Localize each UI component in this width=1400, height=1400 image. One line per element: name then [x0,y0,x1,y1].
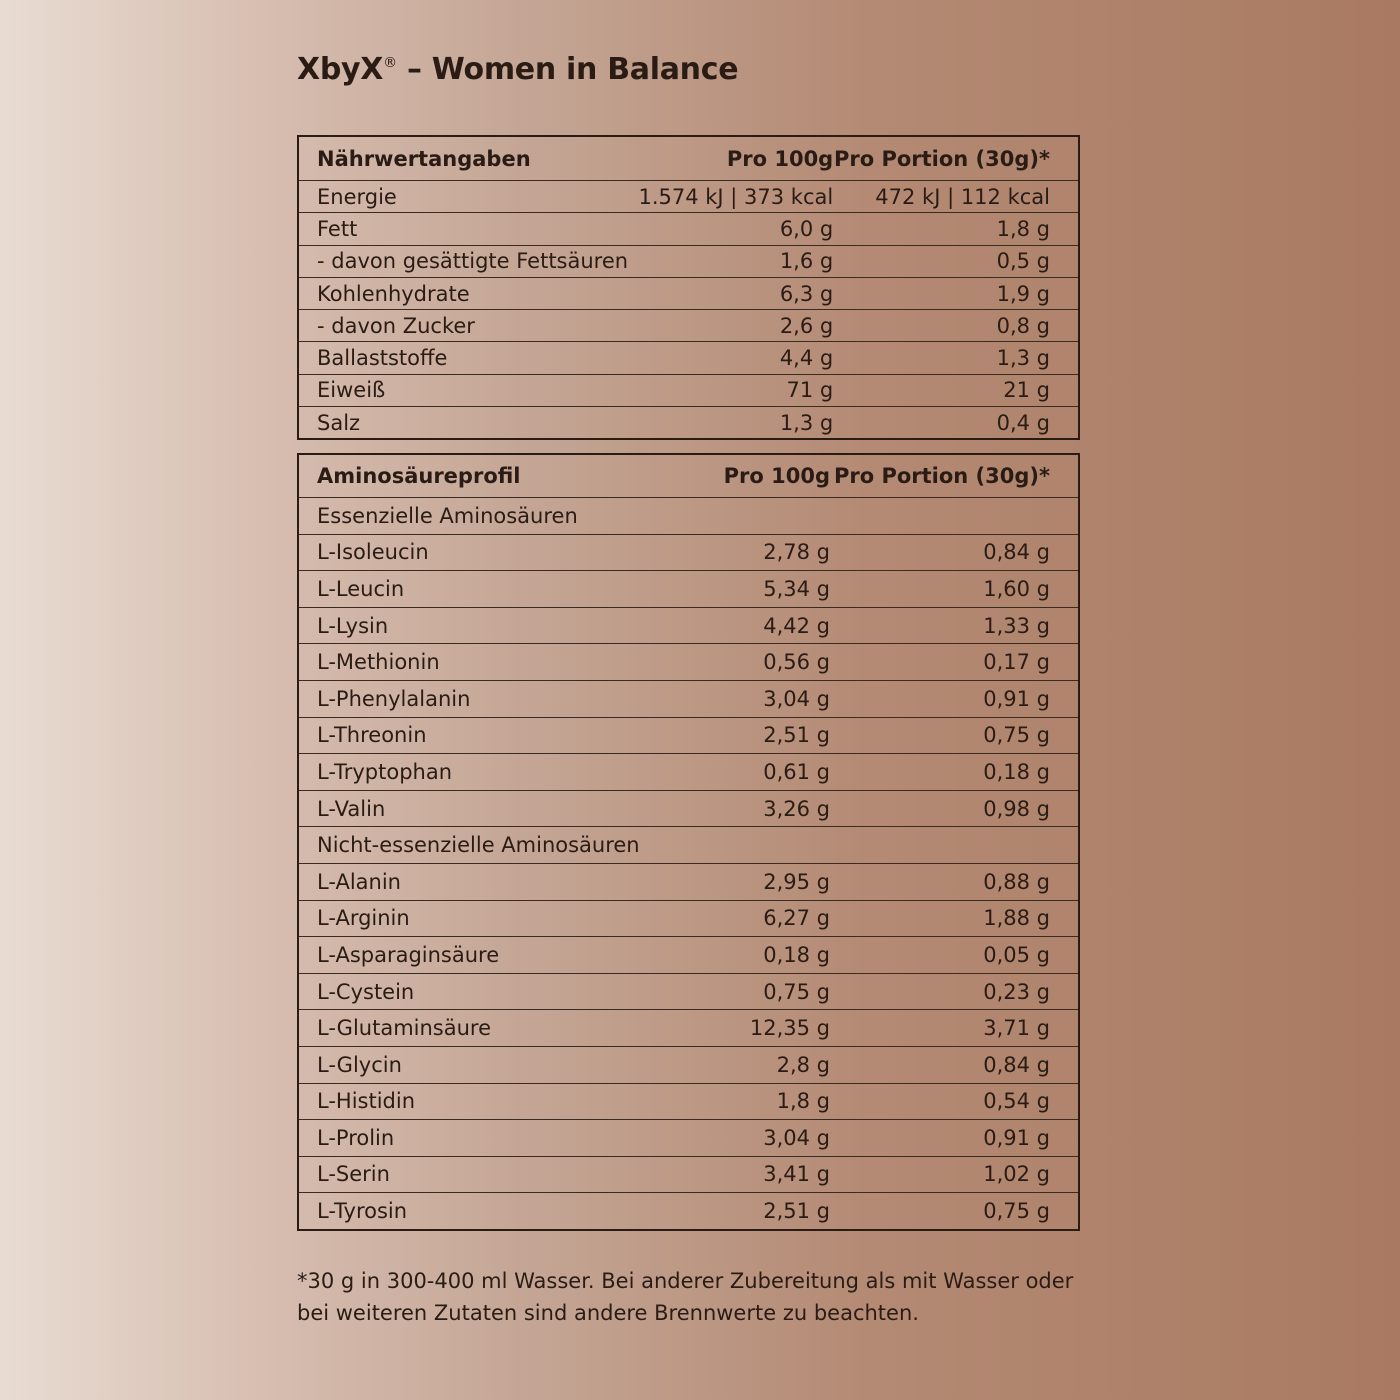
table-row [298,277,1079,309]
header-per-portion: Pro Portion (30g)* [833,464,1050,488]
value-per-100g: 2,8 g [580,1046,830,1083]
value-per-100g: 2,78 g [580,534,830,571]
table-row [298,1193,1079,1230]
value-per-100g: 3,04 g [580,680,830,717]
group-row [298,827,1079,864]
row-label: L-Phenylalanin [298,680,580,717]
value-per-100g: 0,75 g [580,973,830,1010]
row-label: Energie [298,181,628,213]
value-per-100g: 1,3 g [628,407,833,440]
value-per-100g: 5,34 g [580,571,830,608]
table-row [298,680,1079,717]
table-row [298,310,1079,342]
value-per-portion: 1,9 g [833,277,1079,309]
value-per-100g: 3,41 g [580,1156,830,1193]
value-per-100g: 12,35 g [580,1010,830,1047]
value-per-portion: 0,88 g [830,863,1079,900]
value-per-100g: 3,04 g [580,1120,830,1157]
value-per-portion: 1,88 g [830,900,1079,937]
table-row [298,374,1079,406]
row-label: L-Isoleucin [298,534,580,571]
value-per-100g: 0,61 g [580,754,830,791]
table-row [298,407,1079,440]
header-label: Nährwertangaben [317,146,531,171]
value-per-100g: 2,51 g [580,1193,830,1230]
value-per-100g: 4,42 g [580,607,830,644]
value-per-100g: 1,6 g [628,245,833,277]
value-per-100g: 1,8 g [580,1083,830,1120]
row-label: Salz [298,407,628,440]
table-row [298,1046,1079,1083]
value-per-100g: 6,3 g [628,277,833,309]
value-per-portion: 0,23 g [830,973,1079,1010]
table-row [298,1120,1079,1157]
value-per-portion: 21 g [833,374,1079,406]
value-per-100g: 0,56 g [580,644,830,681]
amino-acid-table [297,453,1080,1231]
group-label: Nicht-essenzielle Aminosäuren [298,827,1079,864]
value-per-100g: 6,0 g [628,213,833,245]
row-label: L-Tryptophan [298,754,580,791]
value-per-portion: 0,5 g [833,245,1079,277]
table-row [298,717,1079,754]
value-per-portion: 0,75 g [830,717,1079,754]
row-label: - davon Zucker [298,310,628,342]
row-label: L-Cystein [298,973,580,1010]
brand-name: XbyX [297,52,384,87]
value-per-portion: 1,60 g [830,571,1079,608]
row-label: L-Alanin [298,863,580,900]
row-label: Kohlenhydrate [298,277,628,309]
row-label: Fett [298,213,628,245]
value-per-100g: 6,27 g [580,900,830,937]
value-per-100g: 3,26 g [580,790,830,827]
row-label: L-Prolin [298,1120,580,1157]
value-per-portion: 0,91 g [830,1120,1079,1157]
value-per-100g: 71 g [628,374,833,406]
header-per-100g: Pro 100g [723,464,830,488]
table-row [298,1156,1079,1193]
page-title [297,52,738,87]
header-per-100g: Pro 100g [726,146,834,171]
row-label: L-Glycin [298,1046,580,1083]
table-row [298,607,1079,644]
row-label: L-Tyrosin [298,1193,580,1230]
value-per-100g: 1.574 kJ | 373 kcal [628,181,833,213]
table-row [298,181,1079,213]
table-header [298,136,1079,181]
value-per-portion: 1,02 g [830,1156,1079,1193]
table-row [298,790,1079,827]
group-label: Essenzielle Aminosäuren [298,498,1079,535]
table-row [298,863,1079,900]
table-row [298,644,1079,681]
group-row [298,498,1079,535]
header-per-portion: Pro Portion (30g)* [833,146,1050,171]
value-per-portion: 3,71 g [830,1010,1079,1047]
value-per-100g: 2,51 g [580,717,830,754]
value-per-100g: 2,6 g [628,310,833,342]
row-label: L-Histidin [298,1083,580,1120]
row-label: Eiweiß [298,374,628,406]
value-per-portion: 0,75 g [830,1193,1079,1230]
value-per-portion: 0,17 g [830,644,1079,681]
value-per-portion: 1,8 g [833,213,1079,245]
value-per-portion: 1,3 g [833,342,1079,374]
value-per-portion: 0,84 g [830,534,1079,571]
product-name: – Women in Balance [396,52,739,87]
value-per-portion: 1,33 g [830,607,1079,644]
row-label: L-Valin [298,790,580,827]
value-per-portion: 0,84 g [830,1046,1079,1083]
value-per-portion: 0,98 g [830,790,1079,827]
table-row [298,213,1079,245]
value-per-portion: 472 kJ | 112 kcal [833,181,1079,213]
row-label: Ballaststoffe [298,342,628,374]
table-row [298,754,1079,791]
row-label: L-Lysin [298,607,580,644]
table-row [298,534,1079,571]
value-per-portion: 0,54 g [830,1083,1079,1120]
row-label: L-Methionin [298,644,580,681]
row-label: L-Arginin [298,900,580,937]
value-per-portion: 0,18 g [830,754,1079,791]
value-per-portion: 0,4 g [833,407,1079,440]
row-label: L-Glutaminsäure [298,1010,580,1047]
row-label: - davon gesättigte Fettsäuren [298,245,628,277]
value-per-100g: 0,18 g [580,937,830,974]
table-row [298,973,1079,1010]
table-row [298,342,1079,374]
table-row [298,937,1079,974]
value-per-portion: 0,8 g [833,310,1079,342]
value-per-100g: 4,4 g [628,342,833,374]
value-per-100g: 2,95 g [580,863,830,900]
table-row [298,571,1079,608]
nutrition-table [297,135,1080,440]
table-row [298,1083,1079,1120]
table-row [298,1010,1079,1047]
registered-mark: ® [383,55,397,71]
row-label: L-Serin [298,1156,580,1193]
table-row [298,900,1079,937]
value-per-portion: 0,05 g [830,937,1079,974]
row-label: L-Leucin [298,571,580,608]
value-per-portion: 0,91 g [830,680,1079,717]
row-label: L-Asparaginsäure [298,937,580,974]
header-label: Aminosäureprofil [317,464,521,488]
table-header [298,454,1079,498]
row-label: L-Threonin [298,717,580,754]
footnote: *30 g in 300-400 ml Wasser. Bei anderer Zubereitung als mit Wasser oder bei weiteren Zutaten sind andere Brennwerte zu beachten. [297,1269,1074,1325]
table-row [298,245,1079,277]
